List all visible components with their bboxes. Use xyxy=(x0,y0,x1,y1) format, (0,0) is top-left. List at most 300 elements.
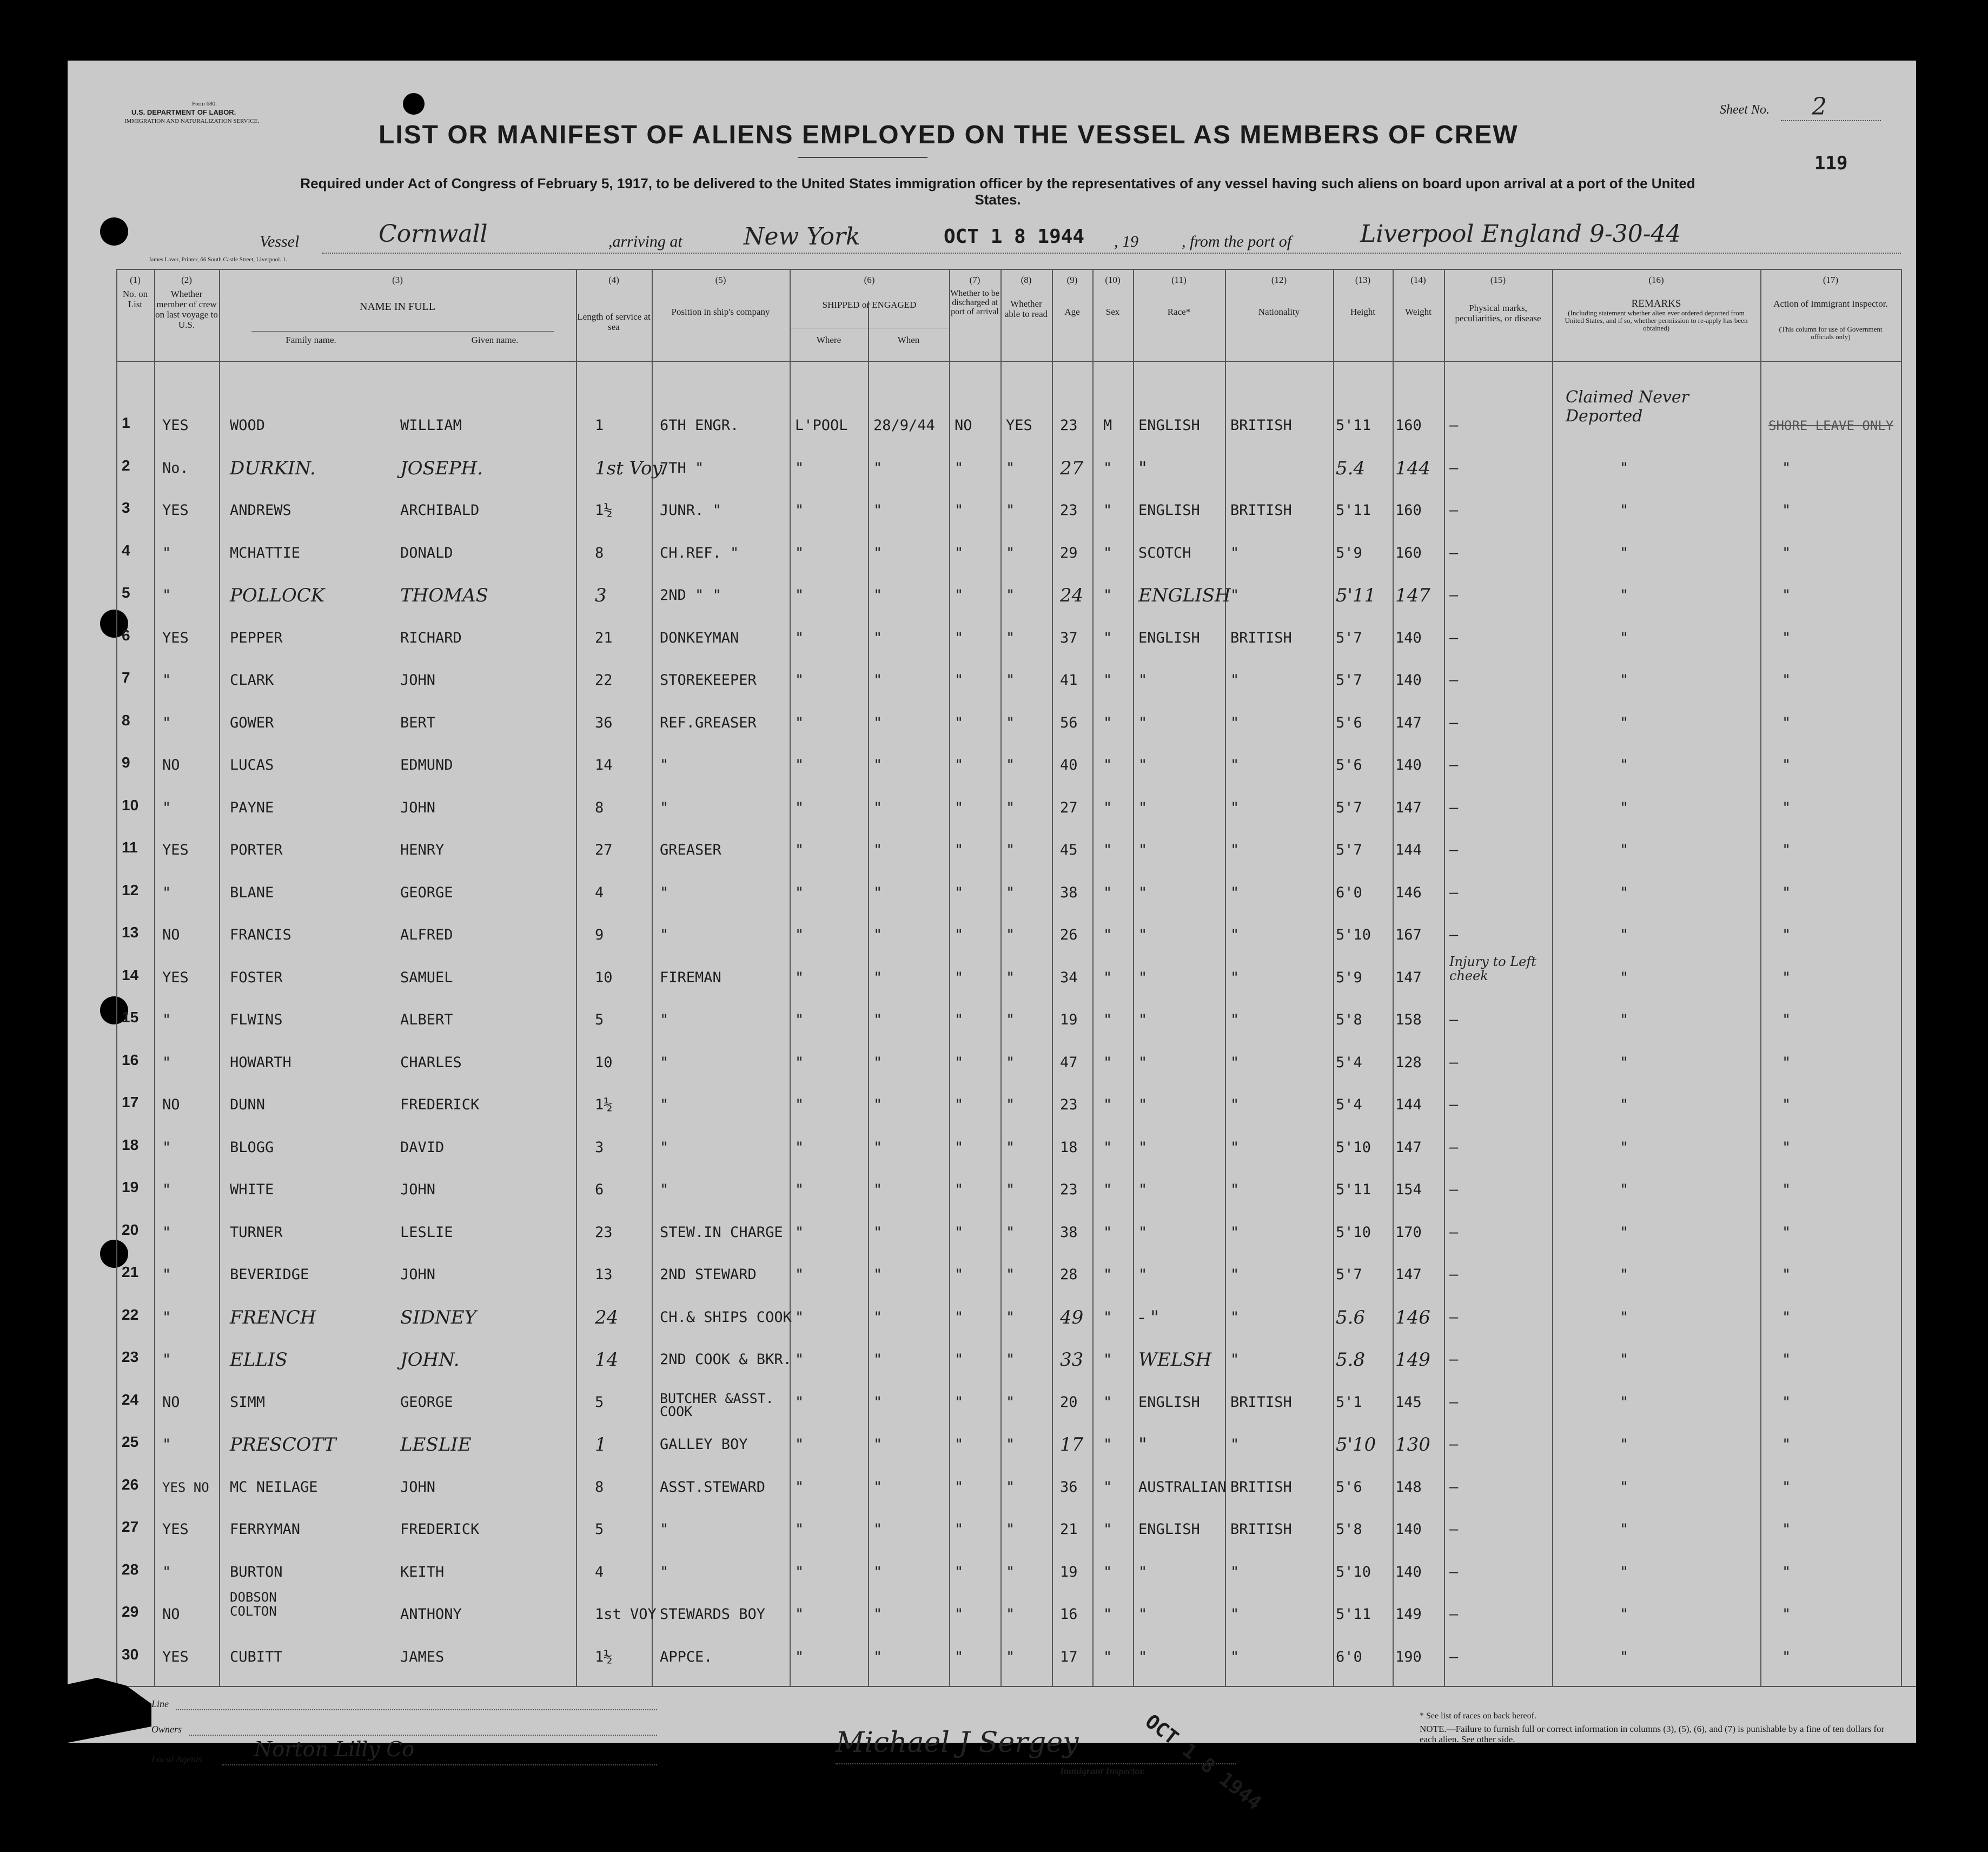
sex-cell: " xyxy=(1103,969,1112,986)
prev-voyage-cell: " xyxy=(162,1223,171,1241)
where-cell: L'POOL xyxy=(795,417,848,434)
position-cell: ASST.STEWARD xyxy=(660,1478,766,1496)
when-cell: " xyxy=(873,1308,883,1326)
race-cell: " xyxy=(1138,457,1147,479)
prev-voyage-cell: NO xyxy=(162,1393,180,1411)
weight-cell: 149 xyxy=(1395,1349,1430,1371)
physical-marks-cell: – xyxy=(1449,1436,1459,1453)
when-cell: " xyxy=(873,1096,883,1113)
age-cell: 26 xyxy=(1060,927,1078,943)
where-cell: " xyxy=(795,1351,804,1368)
page-title: LIST OR MANIFEST OF ALIENS EMPLOYED ON THE VESSEL AS MEMBERS OF CREW xyxy=(379,121,1519,149)
remarks-cell: " xyxy=(1620,587,1629,604)
sex-cell: " xyxy=(1103,927,1112,943)
given-name-cell: JOHN. xyxy=(400,1349,460,1371)
arriving-label: ,arriving at xyxy=(608,233,682,250)
age-cell: 24 xyxy=(1060,585,1084,606)
height-cell: 5'10 xyxy=(1336,1223,1371,1241)
position-cell: DONKEYMAN xyxy=(660,629,739,646)
remarks-cell: " xyxy=(1620,1351,1629,1368)
height-cell: 5'10 xyxy=(1336,927,1371,943)
given-name-cell: GEORGE xyxy=(400,1393,453,1411)
physical-marks-cell: – xyxy=(1449,799,1459,816)
where-cell: " xyxy=(795,1308,804,1326)
physical-marks-cell: – xyxy=(1449,1648,1459,1665)
given-name-cell: DAVID xyxy=(400,1139,445,1156)
height-cell: 5'7 xyxy=(1336,1266,1362,1283)
prev-voyage-cell: YES NO xyxy=(162,1479,209,1495)
physical-marks-cell: – xyxy=(1449,884,1459,901)
race-cell: " xyxy=(1138,1054,1148,1071)
physical-marks-cell: – xyxy=(1449,1563,1459,1580)
punch-hole xyxy=(100,217,128,246)
race-cell: " xyxy=(1138,1606,1148,1623)
when-cell: " xyxy=(873,1606,883,1623)
service-cell: 4 xyxy=(595,884,604,901)
prev-voyage-cell: YES xyxy=(162,417,189,434)
position-cell: STEW.IN CHARGE xyxy=(660,1223,783,1241)
title-rule xyxy=(798,157,927,158)
where-cell: " xyxy=(795,927,804,943)
header-physical-marks: Physical marks, peculiarities, or disease xyxy=(1455,303,1541,323)
race-cell: " xyxy=(1138,1096,1148,1113)
nationality-cell: " xyxy=(1230,714,1240,731)
discharged-cell: " xyxy=(955,1011,964,1028)
height-cell: 5'10 xyxy=(1336,1139,1371,1156)
given-name-cell: SIDNEY xyxy=(400,1306,476,1328)
race-cell: " xyxy=(1138,1223,1148,1241)
when-cell: " xyxy=(873,1648,883,1665)
form-number: Form 680. xyxy=(192,101,217,107)
position-cell: CH.REF. " xyxy=(660,544,739,561)
nationality-cell: " xyxy=(1230,1096,1240,1113)
discharged-cell: " xyxy=(955,1648,964,1665)
discharged-cell: " xyxy=(955,1478,964,1496)
owners-label: Owners xyxy=(151,1724,182,1735)
note-penalty: NOTE.—Failure to furnish full or correct information in columns (3), (5), (6), and (7) is punishable by a fine of ten dollars for each alien. See other side. xyxy=(1420,1724,1885,1744)
from-label: , from the port of xyxy=(1182,233,1292,250)
given-name-cell: THOMAS xyxy=(400,585,488,606)
header-family-name: Family name. xyxy=(286,335,336,345)
header-name: NAME IN FULL xyxy=(360,301,435,313)
read-cell: " xyxy=(1006,842,1015,858)
where-cell: " xyxy=(795,1563,804,1580)
age-cell: 17 xyxy=(1060,1648,1078,1665)
read-cell: " xyxy=(1006,1436,1015,1453)
when-cell: " xyxy=(873,1393,883,1411)
row-number: 10 xyxy=(122,796,139,813)
action-cell: " xyxy=(1782,1139,1791,1156)
row-number: 18 xyxy=(122,1136,139,1153)
line-dotline xyxy=(176,1709,657,1710)
service-cell: 22 xyxy=(595,672,613,689)
given-name-cell: SAMUEL xyxy=(400,969,453,986)
service-cell: 13 xyxy=(595,1266,613,1283)
remarks-cell: " xyxy=(1620,1054,1629,1071)
row-number: 20 xyxy=(122,1221,139,1238)
family-name-cell: SIMM xyxy=(230,1393,266,1411)
height-cell: 5'11 xyxy=(1336,502,1371,519)
when-cell: " xyxy=(873,1436,883,1453)
height-cell: 5'1 xyxy=(1336,1393,1362,1411)
service-cell: 1 xyxy=(595,417,604,434)
prev-voyage-cell: YES xyxy=(162,1521,189,1538)
header-shipped: SHIPPED or ENGAGED xyxy=(822,300,917,310)
torn-corner xyxy=(68,1678,151,1743)
weight-cell: 147 xyxy=(1395,1266,1422,1283)
where-cell: " xyxy=(795,1521,804,1538)
age-cell: 23 xyxy=(1060,502,1078,519)
when-cell: " xyxy=(873,714,883,731)
action-cell: " xyxy=(1782,1351,1791,1368)
age-cell: 17 xyxy=(1060,1434,1084,1456)
given-name-cell: ALBERT xyxy=(400,1011,453,1028)
where-cell: " xyxy=(795,1181,804,1198)
given-name-cell: ALFRED xyxy=(400,927,453,943)
row-number: 27 xyxy=(122,1518,139,1535)
read-cell: " xyxy=(1006,1521,1015,1538)
position-cell: REF.GREASER xyxy=(660,714,757,731)
given-name-cell: JOHN xyxy=(400,1478,436,1496)
discharged-cell: " xyxy=(955,1308,964,1326)
where-cell: " xyxy=(795,672,804,689)
col-num: (5) xyxy=(715,275,726,285)
position-cell: JUNR. " xyxy=(660,502,721,519)
header-race: Race* xyxy=(1167,307,1191,317)
age-cell: 38 xyxy=(1060,1223,1078,1241)
family-name-cell: WHITE xyxy=(230,1181,274,1198)
age-cell: 19 xyxy=(1060,1563,1078,1580)
col-rule xyxy=(1333,269,1334,1686)
weight-cell: 160 xyxy=(1395,417,1422,434)
where-cell: " xyxy=(795,1139,804,1156)
action-cell: " xyxy=(1782,1521,1791,1538)
service-cell: 36 xyxy=(595,714,613,731)
age-cell: 27 xyxy=(1060,457,1084,479)
read-cell: " xyxy=(1006,1054,1015,1071)
sex-cell: " xyxy=(1103,1266,1112,1283)
discharged-cell: " xyxy=(955,1563,964,1580)
remarks-cell: " xyxy=(1620,1181,1629,1198)
race-cell: ENGLISH xyxy=(1138,585,1231,606)
nationality-cell: " xyxy=(1230,799,1240,816)
read-cell: " xyxy=(1006,714,1015,731)
prev-voyage-cell: " xyxy=(162,1351,171,1368)
col-rule xyxy=(1393,269,1394,1686)
remarks-cell: " xyxy=(1620,672,1629,689)
height-cell: 5'8 xyxy=(1336,1521,1362,1538)
sheet-number: 2 xyxy=(1812,93,1827,121)
age-cell: 33 xyxy=(1060,1349,1084,1371)
remarks-cell: " xyxy=(1620,1308,1629,1326)
when-cell: " xyxy=(873,1351,883,1368)
read-cell: " xyxy=(1006,799,1015,816)
position-cell: GREASER xyxy=(660,842,721,858)
given-name-cell: JOHN xyxy=(400,1266,436,1283)
race-cell: " xyxy=(1138,1648,1148,1665)
discharged-cell: " xyxy=(955,587,964,604)
physical-marks-cell: – xyxy=(1449,1351,1459,1368)
given-name-cell: CHARLES xyxy=(400,1054,462,1071)
discharged-cell: " xyxy=(955,1266,964,1283)
when-cell: " xyxy=(873,1011,883,1028)
height-cell: 5'10 xyxy=(1336,1434,1376,1456)
physical-marks-cell: – xyxy=(1449,459,1459,477)
col-rule xyxy=(576,269,577,1686)
action-cell: " xyxy=(1782,1011,1791,1028)
when-cell: 28/9/44 xyxy=(873,417,935,434)
when-cell: " xyxy=(873,1139,883,1156)
race-cell: " xyxy=(1138,1011,1148,1028)
action-cell: " xyxy=(1782,1393,1791,1411)
read-cell: " xyxy=(1006,1478,1015,1496)
col-rule xyxy=(1552,269,1553,1686)
weight-cell: 140 xyxy=(1395,1521,1422,1538)
row-number: 23 xyxy=(122,1348,139,1365)
weight-cell: 144 xyxy=(1395,842,1422,858)
discharged-cell: " xyxy=(955,714,964,731)
prev-voyage-cell: YES xyxy=(162,629,189,646)
remarks-cell: " xyxy=(1620,1393,1629,1411)
name-underline xyxy=(251,331,554,332)
sheet-label: Sheet No. xyxy=(1720,103,1770,117)
remarks-cell: " xyxy=(1620,544,1629,561)
age-cell: 45 xyxy=(1060,842,1078,858)
col-num: (15) xyxy=(1490,275,1506,285)
where-cell: " xyxy=(795,842,804,858)
remarks-cell: " xyxy=(1620,799,1629,816)
row-number: 15 xyxy=(122,1009,139,1026)
race-cell: - " xyxy=(1138,1306,1159,1328)
family-name-cell: DURKIN. xyxy=(230,457,316,479)
position-cell: " xyxy=(660,1054,669,1071)
when-cell: " xyxy=(873,1563,883,1580)
sex-cell: " xyxy=(1103,1181,1112,1198)
where-cell: " xyxy=(795,1648,804,1665)
physical-marks-cell: – xyxy=(1449,1521,1459,1538)
age-cell: 41 xyxy=(1060,672,1078,689)
col-rule xyxy=(219,269,220,1686)
physical-marks-cell: – xyxy=(1449,417,1459,434)
row-number: 3 xyxy=(122,499,130,516)
sex-cell: " xyxy=(1103,1139,1112,1156)
race-cell: ENGLISH xyxy=(1138,417,1200,434)
age-cell: 36 xyxy=(1060,1478,1078,1496)
agents-label: Local Agents xyxy=(151,1754,203,1764)
position-cell: 7TH " xyxy=(660,459,704,477)
given-name-cell: EDMUND xyxy=(400,757,453,773)
weight-cell: 149 xyxy=(1395,1606,1422,1623)
nationality-cell: " xyxy=(1230,927,1240,943)
height-cell: 5'7 xyxy=(1336,842,1362,858)
read-cell: " xyxy=(1006,587,1015,604)
remarks-cell: " xyxy=(1620,757,1629,773)
service-cell: 1 xyxy=(595,1434,607,1456)
family-name-cell: ELLIS xyxy=(230,1349,288,1371)
weight-cell: 145 xyxy=(1395,1393,1422,1411)
service-cell: 1st VOY xyxy=(595,1606,657,1623)
inspector-signature: Michael J Sergey xyxy=(836,1727,1079,1759)
note-races: * See list of races on back hereof. xyxy=(1420,1711,1536,1721)
weight-cell: 158 xyxy=(1395,1011,1422,1028)
prev-voyage-cell: YES xyxy=(162,842,189,858)
col-num: (8) xyxy=(1020,275,1032,285)
weight-cell: 147 xyxy=(1395,969,1422,986)
age-cell: 34 xyxy=(1060,969,1078,986)
col-rule xyxy=(949,269,950,1686)
nationality-cell: " xyxy=(1230,1223,1240,1241)
age-cell: 21 xyxy=(1060,1521,1078,1538)
position-cell: CH.& SHIPS COOK xyxy=(660,1308,792,1326)
race-cell: ENGLISH xyxy=(1138,629,1200,646)
where-cell: " xyxy=(795,757,804,773)
height-cell: 5'7 xyxy=(1336,629,1362,646)
header-weight: Weight xyxy=(1405,307,1432,317)
race-cell: " xyxy=(1138,842,1148,858)
local-agents: Norton Lilly Co xyxy=(254,1737,415,1761)
family-name-cell: PORTER xyxy=(230,842,283,858)
position-cell: 2ND STEWARD xyxy=(660,1266,757,1283)
action-cell: " xyxy=(1782,1606,1791,1623)
remarks-cell: " xyxy=(1620,1521,1629,1538)
prev-voyage-cell: " xyxy=(162,672,171,689)
action-cell: " xyxy=(1782,1054,1791,1071)
prev-voyage-cell: " xyxy=(162,1054,171,1071)
remarks-cell: " xyxy=(1620,1606,1629,1623)
race-cell: AUSTRALIAN xyxy=(1138,1478,1227,1496)
where-cell: " xyxy=(795,1011,804,1028)
read-cell: " xyxy=(1006,1096,1015,1113)
when-cell: " xyxy=(873,1266,883,1283)
row-number: 9 xyxy=(122,754,130,771)
discharged-cell: " xyxy=(955,1181,964,1198)
sex-cell: " xyxy=(1103,1478,1112,1496)
physical-marks-cell: – xyxy=(1449,1393,1459,1411)
prev-voyage-cell: YES xyxy=(162,1648,189,1665)
given-name-cell: ANTHONY xyxy=(400,1606,462,1623)
race-cell: " xyxy=(1138,969,1148,986)
race-cell: " xyxy=(1138,884,1148,901)
race-cell: " xyxy=(1138,714,1148,731)
read-cell: " xyxy=(1006,1139,1015,1156)
read-cell: " xyxy=(1006,969,1015,986)
action-cell: " xyxy=(1782,629,1791,646)
family-name-cell: BLANE xyxy=(230,884,274,901)
service-cell: 5 xyxy=(595,1521,604,1538)
discharged-cell: NO xyxy=(955,417,972,434)
header-sex: Sex xyxy=(1105,307,1120,317)
race-cell: " xyxy=(1138,927,1148,943)
nationality-cell: " xyxy=(1230,1139,1240,1156)
remarks-cell: " xyxy=(1620,714,1629,731)
age-cell: 56 xyxy=(1060,714,1078,731)
sex-cell: " xyxy=(1103,1054,1112,1071)
discharged-cell: " xyxy=(955,1139,964,1156)
sex-cell: " xyxy=(1103,1308,1112,1326)
when-cell: " xyxy=(873,629,883,646)
family-name-cell: WOOD xyxy=(230,417,266,434)
age-cell: 18 xyxy=(1060,1139,1078,1156)
col-num: (7) xyxy=(969,275,980,285)
row-number: 29 xyxy=(122,1603,139,1620)
header-no-on-list: No. on List xyxy=(122,289,148,309)
remarks-cell: " xyxy=(1620,1223,1629,1241)
col-rule xyxy=(116,269,117,1686)
header-action: Action of Immigrant Inspector. xyxy=(1773,299,1888,309)
action-cell: " xyxy=(1782,587,1791,604)
service-cell: 24 xyxy=(595,1306,619,1328)
weight-cell: 144 xyxy=(1395,1096,1422,1113)
discharged-cell: " xyxy=(955,1223,964,1241)
when-cell: " xyxy=(873,969,883,986)
discharged-cell: " xyxy=(955,1436,964,1453)
discharged-cell: " xyxy=(955,927,964,943)
sex-cell: " xyxy=(1103,1011,1112,1028)
family-name-cell: CLARK xyxy=(230,672,274,689)
page-number-stamp: 119 xyxy=(1814,153,1848,174)
age-cell: 16 xyxy=(1060,1606,1078,1623)
prev-voyage-cell: " xyxy=(162,799,171,816)
read-cell: " xyxy=(1006,1181,1015,1198)
action-cell: " xyxy=(1782,1563,1791,1580)
date-stamp: OCT 1 8 1944 xyxy=(944,226,1085,248)
header-service: Length of service at sea xyxy=(577,312,651,332)
header-remarks: REMARKS xyxy=(1631,298,1681,309)
read-cell: " xyxy=(1006,1223,1015,1241)
family-name-cell: GOWER xyxy=(230,714,274,731)
nationality-cell: " xyxy=(1230,1648,1240,1665)
row-number: 21 xyxy=(122,1264,139,1280)
position-cell: " xyxy=(660,757,669,773)
department: U.S. DEPARTMENT OF LABOR. xyxy=(131,108,236,116)
action-cell: " xyxy=(1782,544,1791,561)
row-number: 16 xyxy=(122,1051,139,1068)
sex-cell: " xyxy=(1103,1351,1112,1368)
physical-marks-cell: – xyxy=(1449,1054,1459,1071)
age-cell: 47 xyxy=(1060,1054,1078,1071)
physical-marks-cell: – xyxy=(1449,1011,1459,1028)
where-cell: " xyxy=(795,1606,804,1623)
physical-marks-cell: – xyxy=(1449,714,1459,731)
age-cell: 37 xyxy=(1060,629,1078,646)
discharged-cell: " xyxy=(955,1054,964,1071)
height-cell: 5'10 xyxy=(1336,1563,1371,1580)
read-cell: " xyxy=(1006,1351,1015,1368)
col-rule xyxy=(1000,269,1002,1686)
given-name-cell: GEORGE xyxy=(400,884,453,901)
age-cell: 28 xyxy=(1060,1266,1078,1283)
height-cell: 5.8 xyxy=(1336,1349,1366,1371)
position-cell: 2ND " " xyxy=(660,587,721,604)
discharged-cell: " xyxy=(955,672,964,689)
header-given-name: Given name. xyxy=(471,335,519,345)
physical-marks-cell: – xyxy=(1449,544,1459,561)
read-cell: " xyxy=(1006,544,1015,561)
header-height: Height xyxy=(1350,307,1376,317)
family-name-cell: LUCAS xyxy=(230,757,274,773)
service-cell: 3 xyxy=(595,1139,604,1156)
family-name-cell: HOWARTH xyxy=(230,1054,291,1071)
action-cell: " xyxy=(1782,1266,1791,1283)
position-cell: " xyxy=(660,1563,669,1580)
inspection-stamp: OCT 1 8 1944 xyxy=(1141,1710,1265,1815)
header-bottom-rule xyxy=(116,361,1901,362)
nationality-cell: " xyxy=(1230,544,1240,561)
service-cell: 21 xyxy=(595,629,613,646)
weight-cell: 190 xyxy=(1395,1648,1422,1665)
sex-cell: " xyxy=(1103,842,1112,858)
col-num: (10) xyxy=(1105,275,1121,285)
